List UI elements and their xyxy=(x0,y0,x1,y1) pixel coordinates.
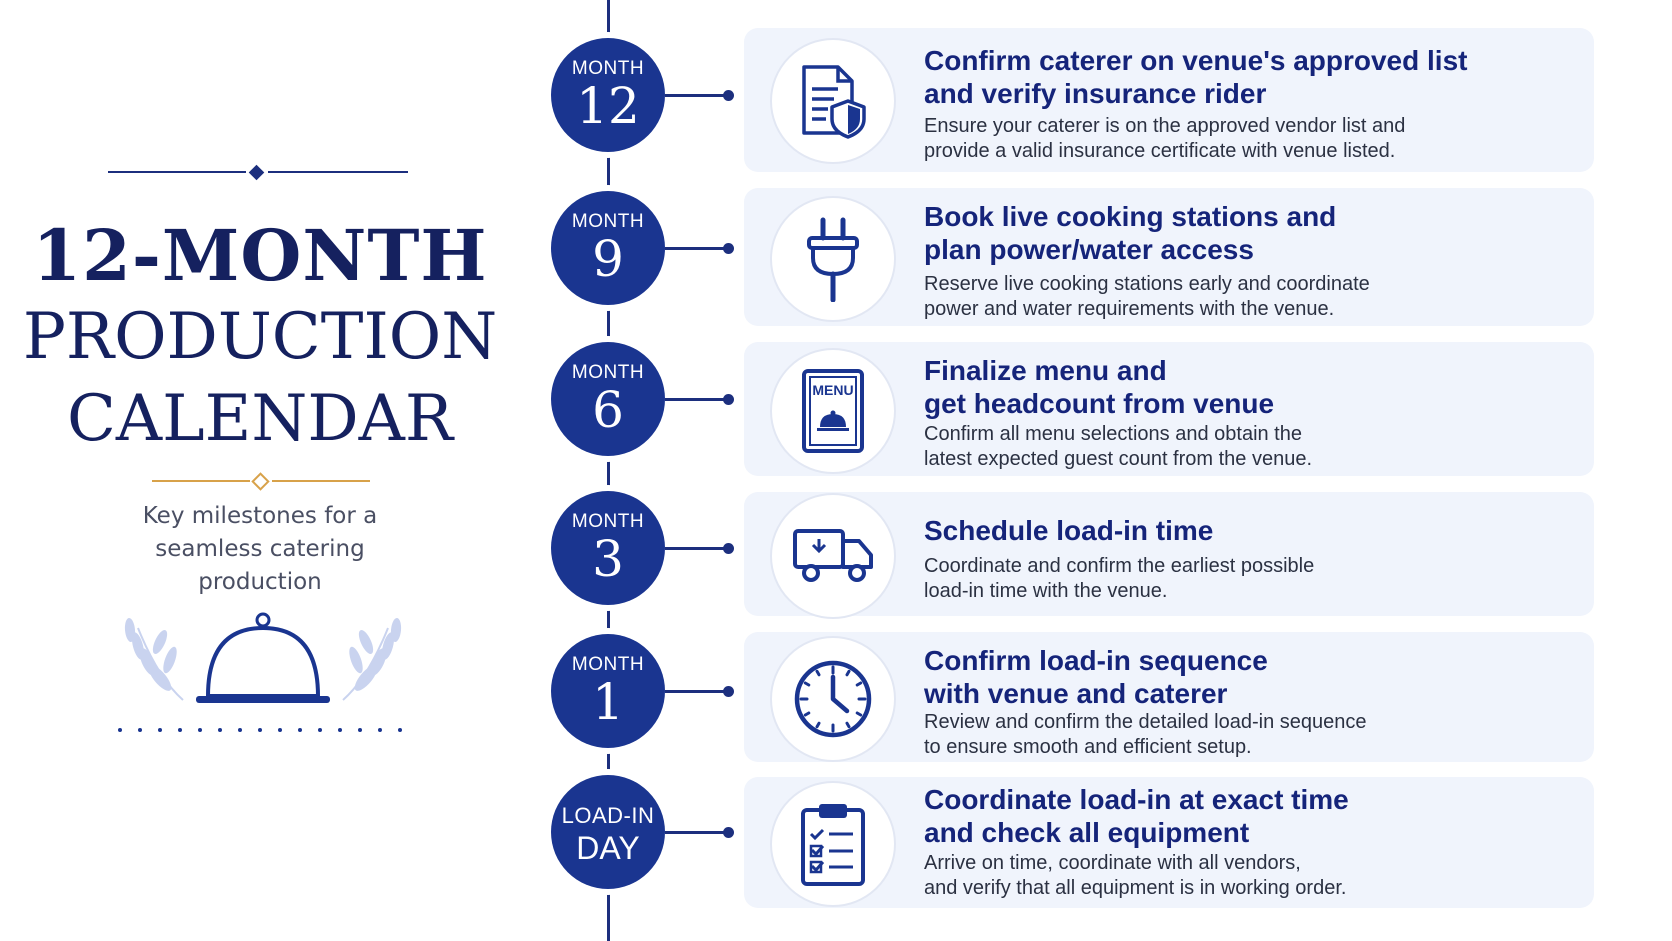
milestone-connector-dot xyxy=(723,394,734,405)
milestone-description: Arrive on time, coordinate with all vendors, and verify that all equipment is in working order. xyxy=(924,852,1347,899)
page-title-line-2: PRODUCTION xyxy=(22,300,498,374)
top-divider-left xyxy=(108,171,246,173)
milestone-badge-label: MONTH xyxy=(571,58,645,79)
milestone-connector-dot xyxy=(723,686,734,697)
milestone-badge-label: LOAD-IN xyxy=(561,803,655,828)
milestone-badge-month-12 xyxy=(551,38,665,152)
milestone-connector xyxy=(665,247,727,250)
milestone-badge-number: 6 xyxy=(592,381,624,439)
milestone-connector-dot xyxy=(723,827,734,838)
milestone-title: Coordinate load-in at exact time and check all equipment xyxy=(924,784,1349,848)
gold-diamond-ornament xyxy=(251,472,269,490)
milestone-badge-label: MONTH xyxy=(571,654,645,675)
gold-divider-left xyxy=(152,480,250,482)
milestone-title: Finalize menu and get headcount from venue xyxy=(924,355,1275,419)
power-plug-icon xyxy=(770,196,896,322)
page-title-line-1: 12-MONTH xyxy=(32,214,488,297)
milestone-badge-number: 9 xyxy=(592,230,624,288)
title-panel xyxy=(0,0,520,941)
gold-divider-right xyxy=(272,480,370,482)
milestone-badge-label: MONTH xyxy=(571,362,645,383)
milestone-title: Confirm caterer on venue's approved list and verify insurance rider xyxy=(924,45,1468,109)
milestone-description: Confirm all menu selections and obtain the latest expected guest count from the venue. xyxy=(924,423,1313,470)
milestone-badge-number: DAY xyxy=(576,830,640,866)
milestone-title: Schedule load-in time xyxy=(924,515,1214,546)
page-title-line-3: CALENDAR xyxy=(66,382,454,456)
milestone-connector xyxy=(665,547,727,550)
milestone-connector xyxy=(665,94,727,97)
checklist-clipboard-icon xyxy=(770,781,896,907)
top-divider-right xyxy=(268,171,408,173)
milestone-card-month-1 xyxy=(744,632,1594,762)
clock-icon xyxy=(770,636,896,762)
milestone-connector xyxy=(665,831,727,834)
milestone-badge-label: MONTH xyxy=(571,511,645,532)
milestone-description: Coordinate and confirm the earliest possible load-in time with the venue. xyxy=(924,555,1315,602)
milestone-title: Confirm load-in sequence with venue and caterer xyxy=(924,645,1268,709)
milestone-badge-number: 3 xyxy=(592,530,624,588)
milestone-description: Review and confirm the detailed load-in sequence to ensure smooth and efficient setup. xyxy=(924,711,1367,758)
milestone-connector xyxy=(665,690,727,693)
milestone-badge-month-3 xyxy=(551,491,665,605)
milestone-badge-month-9 xyxy=(551,191,665,305)
diamond-ornament xyxy=(249,165,265,181)
milestone-card-month-9 xyxy=(744,188,1594,326)
truck-icon xyxy=(770,493,896,619)
milestone-badge-load-in-day xyxy=(551,775,665,889)
menu-icon-label: MENU xyxy=(812,382,854,398)
milestone-connector-dot xyxy=(723,243,734,254)
milestone-title: Book live cooking stations and plan power/water access xyxy=(924,201,1337,265)
milestone-card-month-6 xyxy=(744,342,1594,476)
milestone-description: Reserve live cooking stations early and coordinate power and water requirements with the venue. xyxy=(924,273,1370,320)
cloche-laurel-icon xyxy=(108,608,418,718)
milestone-connector-dot xyxy=(723,90,734,101)
milestone-connector xyxy=(665,398,727,401)
milestone-description: Ensure your caterer is on the approved vendor list and provide a valid insurance certificate with venue listed. xyxy=(924,115,1406,162)
page-subtitle: Key milestones for a seamless catering production xyxy=(142,503,378,595)
milestone-badge-month-6 xyxy=(551,342,665,456)
milestone-badge-number: 1 xyxy=(592,673,624,731)
menu-icon xyxy=(770,348,896,474)
dotted-divider xyxy=(118,728,408,732)
document-shield-icon xyxy=(770,38,896,164)
milestone-card-month-12 xyxy=(744,28,1594,172)
milestone-connector-dot xyxy=(723,543,734,554)
milestone-badge-month-1 xyxy=(551,634,665,748)
milestone-badge-number: 12 xyxy=(576,77,640,135)
milestone-badge-label: MONTH xyxy=(571,211,645,232)
milestone-card-load-in-day xyxy=(744,777,1594,908)
milestone-card-month-3 xyxy=(744,492,1594,616)
